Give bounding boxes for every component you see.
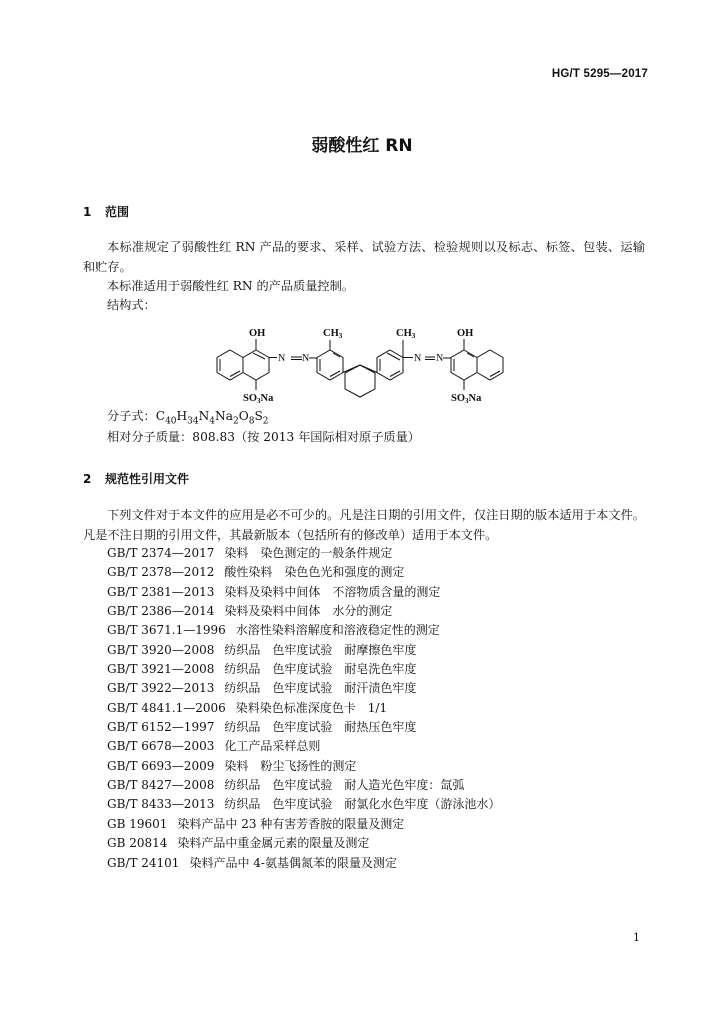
azo-n-right-2: N xyxy=(436,353,444,364)
reference-code: GB/T 3921—2008 xyxy=(107,662,215,677)
list-item xyxy=(107,815,500,834)
reference-code: GB/T 2381—2013 xyxy=(107,584,215,599)
reference-title: 染料及染料中间体 水分的测定 xyxy=(224,604,393,619)
so3na-label-left xyxy=(243,393,274,405)
reference-title: 纺织品 色牢度试验 耐摩擦色牢度 xyxy=(224,642,417,657)
list-item xyxy=(107,583,500,602)
section-title: 规范性引用文件 xyxy=(105,472,190,486)
list-item xyxy=(107,795,500,814)
page-number: 1 xyxy=(633,931,640,944)
reference-code: GB/T 6678—2003 xyxy=(107,739,215,754)
list-item xyxy=(107,854,500,873)
azo-n-left-1: N xyxy=(278,353,286,364)
subscript-3: 3 xyxy=(338,332,343,340)
section-1-heading xyxy=(83,203,129,220)
list-item xyxy=(107,679,500,698)
na-text: Na xyxy=(468,393,482,404)
reference-title: 染料 粉尘飞扬性的测定 xyxy=(224,758,357,773)
reference-code: GB 20814 xyxy=(107,836,168,851)
formula-label: 分子式： xyxy=(107,409,156,423)
reference-code: GB/T 3920—2008 xyxy=(107,642,215,657)
reference-title: 纺织品 色牢度试验 耐汗渍色牢度 xyxy=(224,681,417,696)
reference-title: 染料产品中 23 种有害芳香胺的限量及测定 xyxy=(177,816,405,831)
reference-title: 酸性染料 染色色光和强度的测定 xyxy=(224,565,405,580)
ch-text: CH xyxy=(396,328,412,339)
reference-title: 染料染色标准深度色卡 1/1 xyxy=(235,700,388,715)
list-item xyxy=(107,602,500,621)
section-number: 2 xyxy=(83,472,92,486)
reference-title: 化工产品采样总则 xyxy=(224,739,321,754)
section-number: 1 xyxy=(83,205,92,219)
so-text: SO xyxy=(243,393,258,404)
reference-title: 纺织品 色牢度试验 耐热压色牢度 xyxy=(224,720,417,735)
reference-code: GB/T 24101 xyxy=(107,855,180,870)
document-title: 弱酸性红 RN xyxy=(311,136,413,156)
reference-title: 染料及染料中间体 不溶物质含量的测定 xyxy=(224,584,441,599)
list-item xyxy=(107,621,500,640)
section-2-heading xyxy=(83,470,189,487)
reference-code: GB/T 2374—2017 xyxy=(107,546,215,560)
reference-code: GB/T 8427—2008 xyxy=(107,778,215,793)
structure-label: 结构式： xyxy=(107,298,156,312)
subscript-3: 3 xyxy=(257,397,261,405)
azo-n-right-1: N xyxy=(414,353,422,364)
oh-label-left: OH xyxy=(249,328,266,339)
molecular-mass-line: 相对分子质量：808.83（按 2013 年国际相对原子质量） xyxy=(107,430,420,444)
ch3-label-left xyxy=(323,328,343,340)
reference-code: GB/T 3922—2013 xyxy=(107,681,215,696)
reference-title: 纺织品 色牢度试验 耐皂洗色牢度 xyxy=(224,662,417,677)
list-item xyxy=(107,660,500,679)
reference-code: GB/T 6693—2009 xyxy=(107,758,215,773)
reference-code: GB/T 2378—2012 xyxy=(107,565,215,580)
list-item xyxy=(107,718,500,737)
na-text: Na xyxy=(260,393,274,404)
list-item xyxy=(107,737,500,756)
reference-code: GB/T 8433—2013 xyxy=(107,797,215,812)
references-intro xyxy=(83,506,645,545)
list-item xyxy=(107,776,500,795)
list-item xyxy=(107,699,500,718)
reference-title: 染料产品中重金属元素的限量及测定 xyxy=(177,836,370,851)
reference-code: GB/T 2386—2014 xyxy=(107,604,215,619)
reference-title: 染料 染色测定的一般条件规定 xyxy=(224,546,393,560)
reference-title: 水溶性染料溶解度和溶液稳定性的测定 xyxy=(235,623,440,638)
reference-title: 染料产品中 4-氨基偶氮苯的限量及测定 xyxy=(189,855,397,870)
reference-code: GB/T 6152—1997 xyxy=(107,720,215,735)
reference-code: GB 19601 xyxy=(107,816,168,831)
so3na-label-right xyxy=(451,393,482,405)
ch-text: CH xyxy=(323,328,339,339)
azo-n-left-2: N xyxy=(302,353,310,364)
molecular-formula: $C_{40}H_{34}N_4Na_2O_8S_2$ xyxy=(155,409,269,427)
reference-title: 纺织品 色牢度试验 耐氯化水色牢度（游泳池水） xyxy=(224,797,501,812)
scope-paragraph xyxy=(83,238,645,277)
list-item xyxy=(107,834,500,853)
intro-text: 下列文件对于本文件的应用是必不可少的。凡是注日期的引用文件，仅注日期的版本适用于本文件。凡是不注日期的引用文件，其最新版本（包括所有的修改单）适用于本文件。 xyxy=(83,508,645,542)
reference-code: GB/T 4841.1—2006 xyxy=(107,700,226,715)
reference-code: GB/T 3671.1—1996 xyxy=(107,623,226,638)
structural-formula xyxy=(205,322,515,406)
list-item xyxy=(107,641,500,660)
subscript-3: 3 xyxy=(411,332,416,340)
list-item xyxy=(107,563,500,582)
standard-code: HG/T 5295—2017 xyxy=(551,68,648,80)
subscript-3: 3 xyxy=(465,397,469,405)
list-item xyxy=(107,757,500,776)
ch3-label-right xyxy=(396,328,416,340)
reference-list xyxy=(107,544,500,873)
so-text: SO xyxy=(451,393,466,404)
oh-label-right: OH xyxy=(457,328,474,339)
reference-title: 纺织品 色牢度试验 耐人造光色牢度：氙弧 xyxy=(224,778,465,793)
list-item xyxy=(107,544,500,563)
section-title: 范围 xyxy=(105,205,130,219)
scope-text: 本标准规定了弱酸性红 RN 产品的要求、采样、试验方法、检验规则以及标志、标签、包装、运输和贮存。 xyxy=(83,240,645,274)
applicability-paragraph: 本标准适用于弱酸性红 RN 的产品质量控制。 xyxy=(107,279,354,293)
